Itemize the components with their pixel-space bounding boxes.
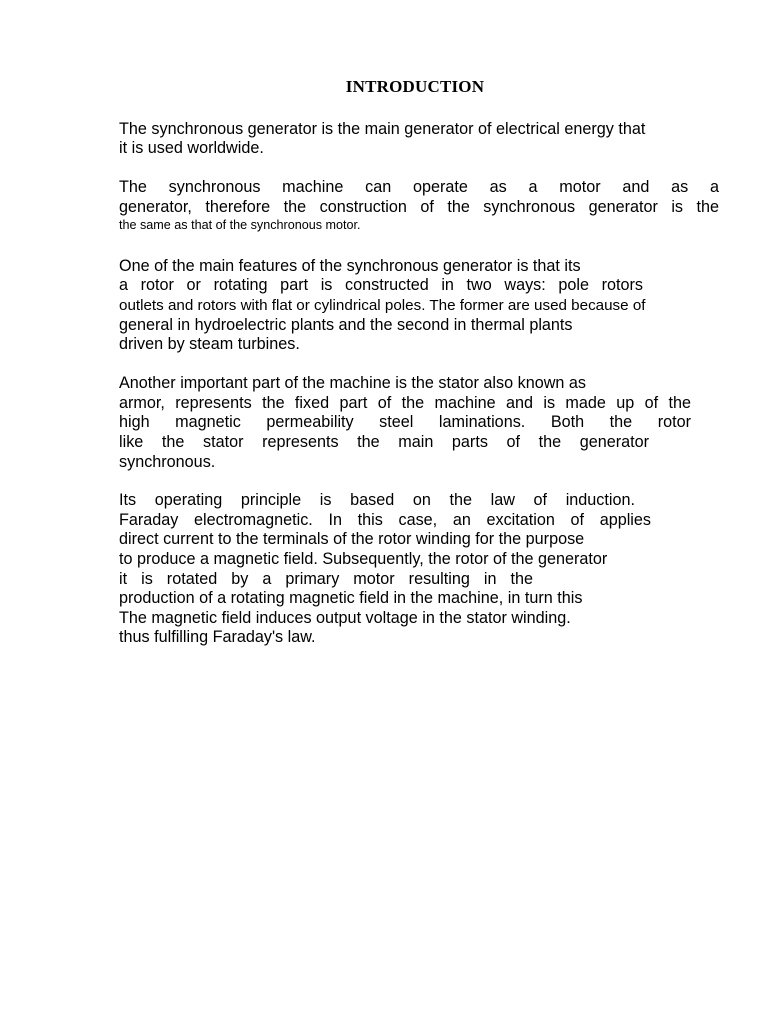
text-line: The synchronous generator is the main generator of electrical energy that xyxy=(119,120,646,138)
text-line: armor, represents the fixed part of the machine and is made up of the xyxy=(119,394,691,412)
text-line: to produce a magnetic field. Subsequently, the rotor of the generator xyxy=(119,550,608,568)
text-line: generator, therefore the construction of the synchronous generator is the xyxy=(119,198,719,216)
text-line: synchronous. xyxy=(119,453,216,471)
text-line: The magnetic field induces output voltage in the stator winding. xyxy=(119,609,571,627)
text-line: direct current to the terminals of the rotor winding for the purpose xyxy=(119,530,585,548)
text-line: general in hydroelectric plants and the second in thermal plants xyxy=(119,316,573,334)
text-line: high magnetic permeability steel laminations. Both the rotor xyxy=(119,413,691,431)
text-line: production of a rotating magnetic field in the machine, in turn this xyxy=(119,589,583,607)
text-line: it is rotated by a primary motor resulting in the xyxy=(119,570,533,588)
text-line: like the stator represents the main parts of the generator xyxy=(119,433,649,451)
text-line: One of the main features of the synchronous generator is that its xyxy=(119,257,581,275)
text-line: a rotor or rotating part is constructed in two ways: pole rotors xyxy=(119,276,643,294)
text-line: Its operating principle is based on the law of induction. xyxy=(119,491,635,509)
text-line: driven by steam turbines. xyxy=(119,335,300,353)
text-line: outlets and rotors with flat or cylindrical poles. The former are used because of xyxy=(119,297,646,314)
text-line: it is used worldwide. xyxy=(119,139,264,157)
text-line: thus fulfilling Faraday's law. xyxy=(119,628,316,646)
text-line: Faraday electromagnetic. In this case, an excitation of applies xyxy=(119,511,651,529)
text-line: the same as that of the synchronous motor. xyxy=(119,218,361,232)
text-line: Another important part of the machine is the stator also known as xyxy=(119,374,586,392)
text-line: The synchronous machine can operate as a motor and as a xyxy=(119,178,719,196)
page-title: INTRODUCTION xyxy=(345,77,485,96)
